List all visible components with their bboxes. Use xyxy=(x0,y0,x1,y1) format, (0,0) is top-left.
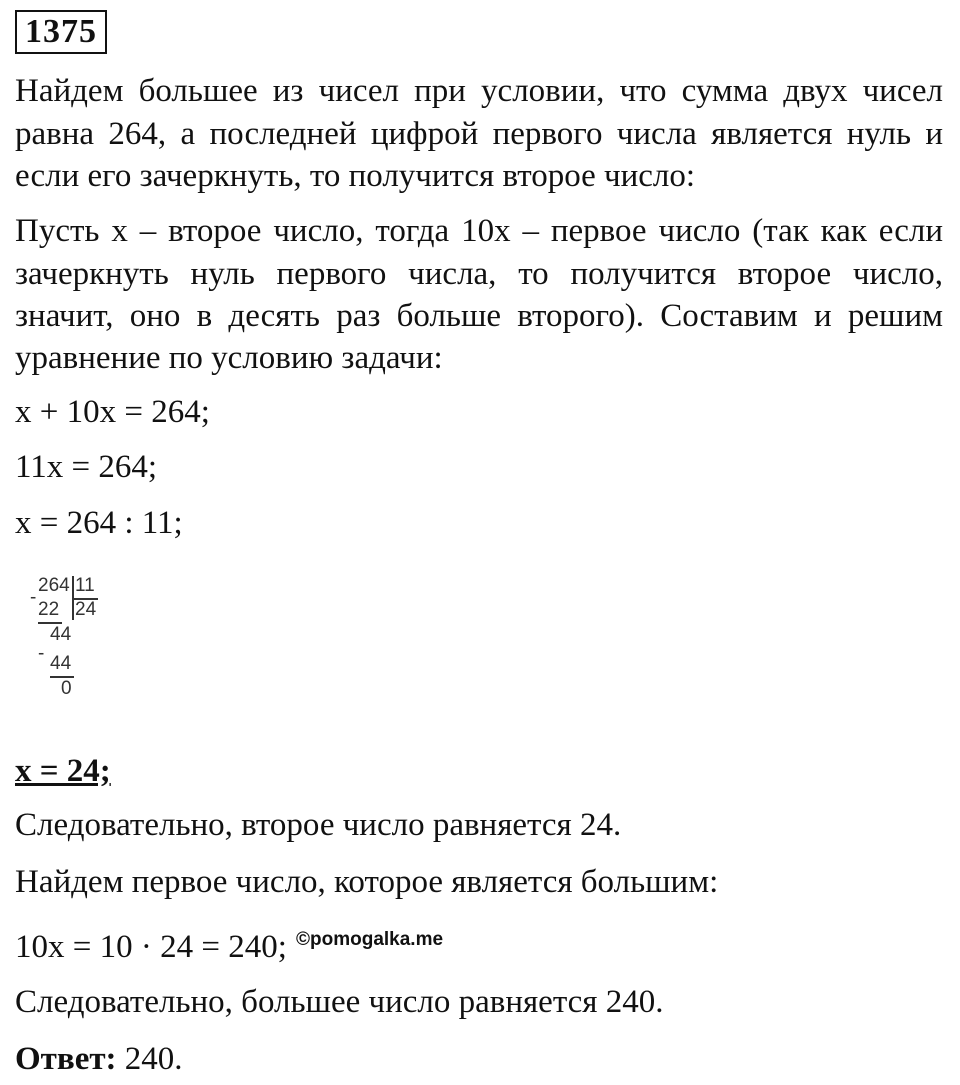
equation-3: x = 264 : 11; xyxy=(15,505,183,541)
division-subtrahend-2: 44 xyxy=(50,653,72,674)
division-remainder-2: 0 xyxy=(61,678,72,699)
conclusion-second-number: Следовательно, второе число равняется 24. xyxy=(15,807,622,843)
equation-first-number: 10x = 10 · 24 = 240; xyxy=(15,929,287,965)
setup-line-3: значит, оно в десять раз больше второго). Составим и решим xyxy=(15,298,943,334)
division-minus-2: - xyxy=(38,643,45,664)
setup-line-4: уравнение по условию задачи: xyxy=(15,340,443,376)
division-minus-1: - xyxy=(30,587,37,608)
conclusion-larger-number: Следовательно, большее число равняется 240. xyxy=(15,984,664,1020)
division-subtrahend-1: 22 xyxy=(38,599,60,620)
equation-2: 11x = 264; xyxy=(15,449,158,485)
division-quotient: 24 xyxy=(75,599,97,620)
answer-label: Ответ: xyxy=(15,1041,117,1077)
problem-number: 1375 xyxy=(15,10,107,54)
setup-line-1: Пусть x – второе число, тогда 10x – первое число (так как если xyxy=(15,213,943,249)
setup-line-2: зачеркнуть нуль первого числа, то получится второе число, xyxy=(15,256,943,292)
find-first-number: Найдем первое число, которое является большим: xyxy=(15,864,719,900)
answer-line xyxy=(15,1041,943,1077)
intro-line-3: если его зачеркнуть, то получится второе число: xyxy=(15,158,696,194)
watermark-logo: ©pomogalka.me xyxy=(296,929,444,950)
answer-value: 240. xyxy=(116,1041,183,1077)
long-division xyxy=(28,572,138,722)
division-remainder-1: 44 xyxy=(50,624,72,645)
intro-line-2: равна 264, а последней цифрой первого числа является нуль и xyxy=(15,116,943,152)
division-dividend: 264 xyxy=(38,575,70,596)
division-divisor: 11 xyxy=(75,575,95,596)
equation-1: x + 10x = 264; xyxy=(15,394,210,430)
intro-line-1: Найдем большее из чисел при условии, что сумма двух чисел xyxy=(15,73,943,109)
result-line: x = 24; xyxy=(15,753,111,789)
